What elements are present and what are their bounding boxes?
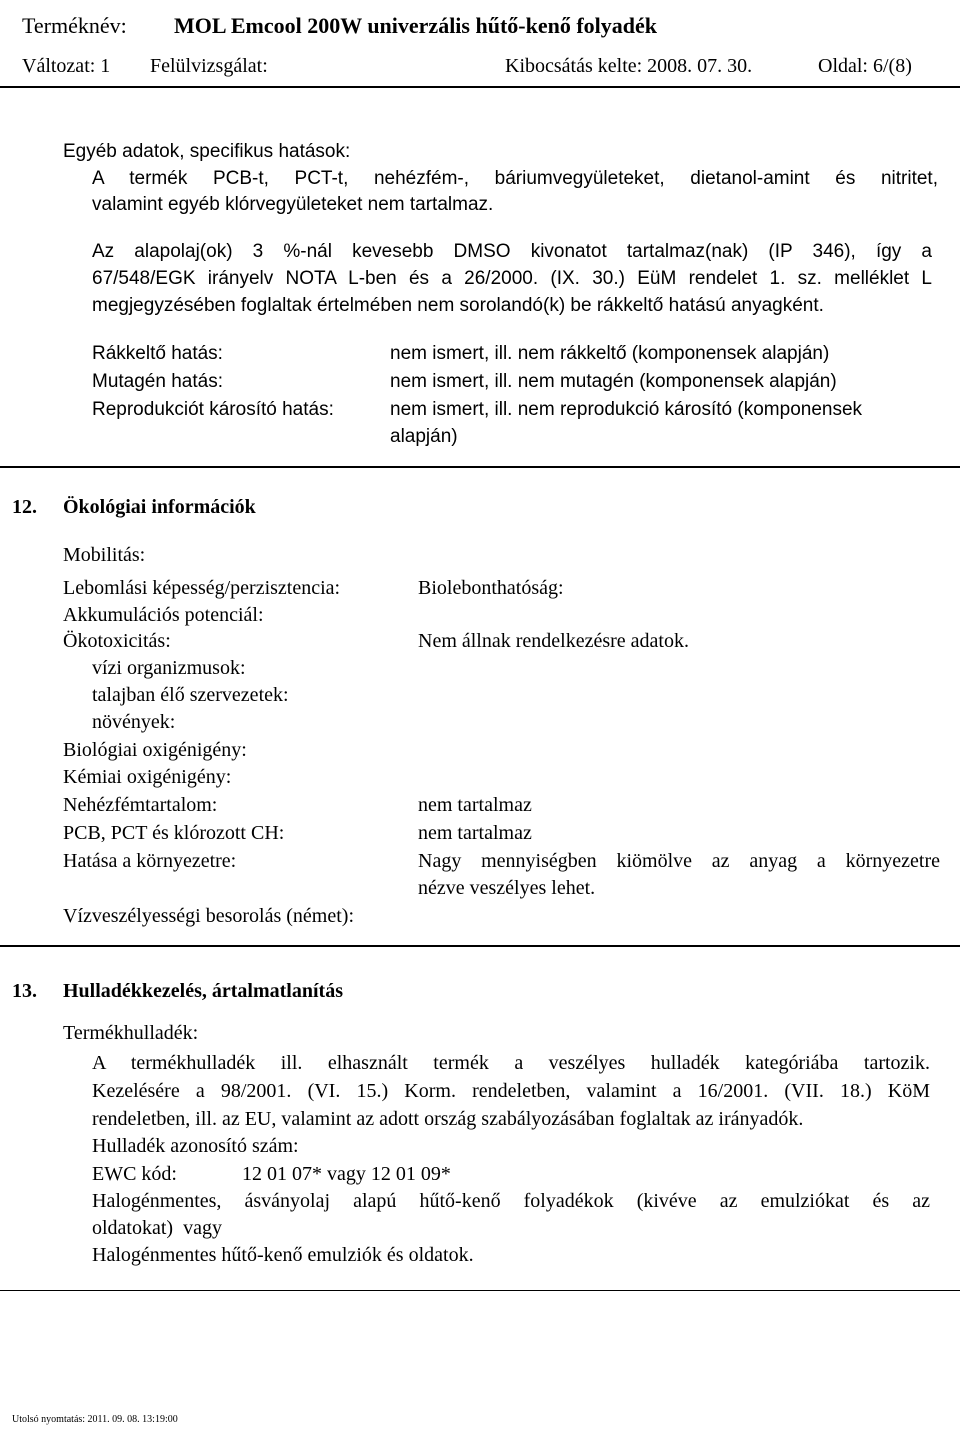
degradability-value: Biolebonthatóság: <box>418 577 564 599</box>
section-divider-13 <box>0 945 960 947</box>
cod-label: Kémiai oxigénigény: <box>63 766 232 788</box>
other-data-title: Egyéb adatok, specifikus hatások: <box>63 141 351 162</box>
reproductive-value-cont: alapján) <box>390 426 458 447</box>
version-label: Változat: 1 <box>22 55 111 77</box>
section-divider-end <box>0 1290 960 1291</box>
issue-date: Kibocsátás kelte: 2008. 07. 30. <box>505 55 753 77</box>
environment-effect-value: Nagy mennyiségben kiömölve az anyag a környezetre <box>418 850 940 872</box>
ewc-label: EWC kód: <box>92 1163 177 1185</box>
section13-number: 13. <box>12 980 37 1002</box>
heavy-metal-label: Nehézfémtartalom: <box>63 794 218 816</box>
aquatic-label: vízi organizmusok: <box>92 657 246 679</box>
carcinogenic-label: Rákkeltő hatás: <box>92 343 223 364</box>
mobility-label: Mobilitás: <box>63 544 146 566</box>
page-number: Oldal: 6/(8) <box>818 55 912 77</box>
footer-printed: Utolsó nyomtatás: 2011. 09. 08. 13:19:00 <box>12 1414 178 1425</box>
pcb-value: nem tartalmaz <box>418 822 532 844</box>
dmso-line1: Az alapolaj(ok) 3 %-nál kevesebb DMSO kivonatot tartalmaz(nak) (IP 346), így a <box>92 241 932 262</box>
reproductive-value: nem ismert, ill. nem reprodukció károsító (komponensek <box>390 399 863 420</box>
ecotoxicity-label: Ökotoxicitás: <box>63 630 171 652</box>
mutagenic-label: Mutagén hatás: <box>92 371 223 392</box>
dmso-line2: 67/548/EGK irányelv NOTA L-ben és a 26/2000. (IX. 30.) EüM rendelet 1. sz. melléklet L <box>92 268 932 289</box>
environment-effect-label: Hatása a környezetre: <box>63 850 237 872</box>
section12-number: 12. <box>12 496 37 518</box>
heavy-metal-value: nem tartalmaz <box>418 794 532 816</box>
reproductive-label: Reprodukciót károsító hatás: <box>92 399 334 420</box>
pcb-label: PCB, PCT és klórozott CH: <box>63 822 285 844</box>
halogen-free-emulsion: Halogénmentes hűtő-kenő emulziók és oldatok. <box>92 1244 474 1266</box>
accumulation-label: Akkumulációs potenciál: <box>63 604 264 626</box>
bod-label: Biológiai oxigénigény: <box>63 739 247 761</box>
other-data-line2: valamint egyéb klórvegyületeket nem tartalmaz. <box>92 194 494 215</box>
product-waste-title: Termékhulladék: <box>63 1022 199 1044</box>
degradability-label: Lebomlási képesség/perzisztencia: <box>63 577 341 599</box>
waste-line3: rendeletben, ill. az EU, valamint az adott ország szabályozásában foglaltak az irányadók. <box>92 1108 804 1130</box>
ecotoxicity-value: Nem állnak rendelkezésre adatok. <box>418 630 689 652</box>
header-divider <box>0 86 960 88</box>
other-data-line1: A termék PCB-t, PCT-t, nehézfém-, báriumvegyületeket, dietanol-amint és nitritet, <box>92 168 938 189</box>
section-divider-12 <box>0 466 960 468</box>
product-label: Terméknév: <box>22 13 127 38</box>
environment-effect-value-cont: nézve veszélyes lehet. <box>418 877 596 899</box>
mutagenic-value: nem ismert, ill. nem mutagén (komponensek alapján) <box>390 371 837 392</box>
halogen-free-line2: oldatokat) vagy <box>92 1217 222 1239</box>
waste-line1: A termékhulladék ill. elhasznált termék a veszélyes hulladék kategóriába tartozik. <box>92 1052 930 1074</box>
halogen-free-line1: Halogénmentes, ásványolaj alapú hűtő-kenő folyadékok (kivéve az emulziókat és az <box>92 1190 930 1212</box>
revision-label: Felülvizsgálat: <box>150 55 268 77</box>
carcinogenic-value: nem ismert, ill. nem rákkeltő (komponensek alapján) <box>390 343 830 364</box>
dmso-line3: megjegyzésében foglaltak értelmében nem sorolandó(k) be rákkeltő hatású anyagként. <box>92 295 824 316</box>
ewc-value: 12 01 07* vagy 12 01 09* <box>242 1163 451 1185</box>
waste-line2: Kezelésére a 98/2001. (VI. 15.) Korm. rendeletben, valamint a 16/2001. (VII. 18.) KöM <box>92 1080 930 1102</box>
section13-title: Hulladékkezelés, ártalmatlanítás <box>63 980 343 1002</box>
water-hazard-label: Vízveszélyességi besorolás (német): <box>63 905 355 927</box>
soil-label: talajban élő szervezetek: <box>92 684 289 706</box>
plants-label: növények: <box>92 711 176 733</box>
section12-title: Ökológiai információk <box>63 496 256 518</box>
waste-id-label: Hulladék azonosító szám: <box>92 1135 299 1157</box>
product-name: MOL Emcool 200W univerzális hűtő-kenő folyadék <box>174 13 658 38</box>
